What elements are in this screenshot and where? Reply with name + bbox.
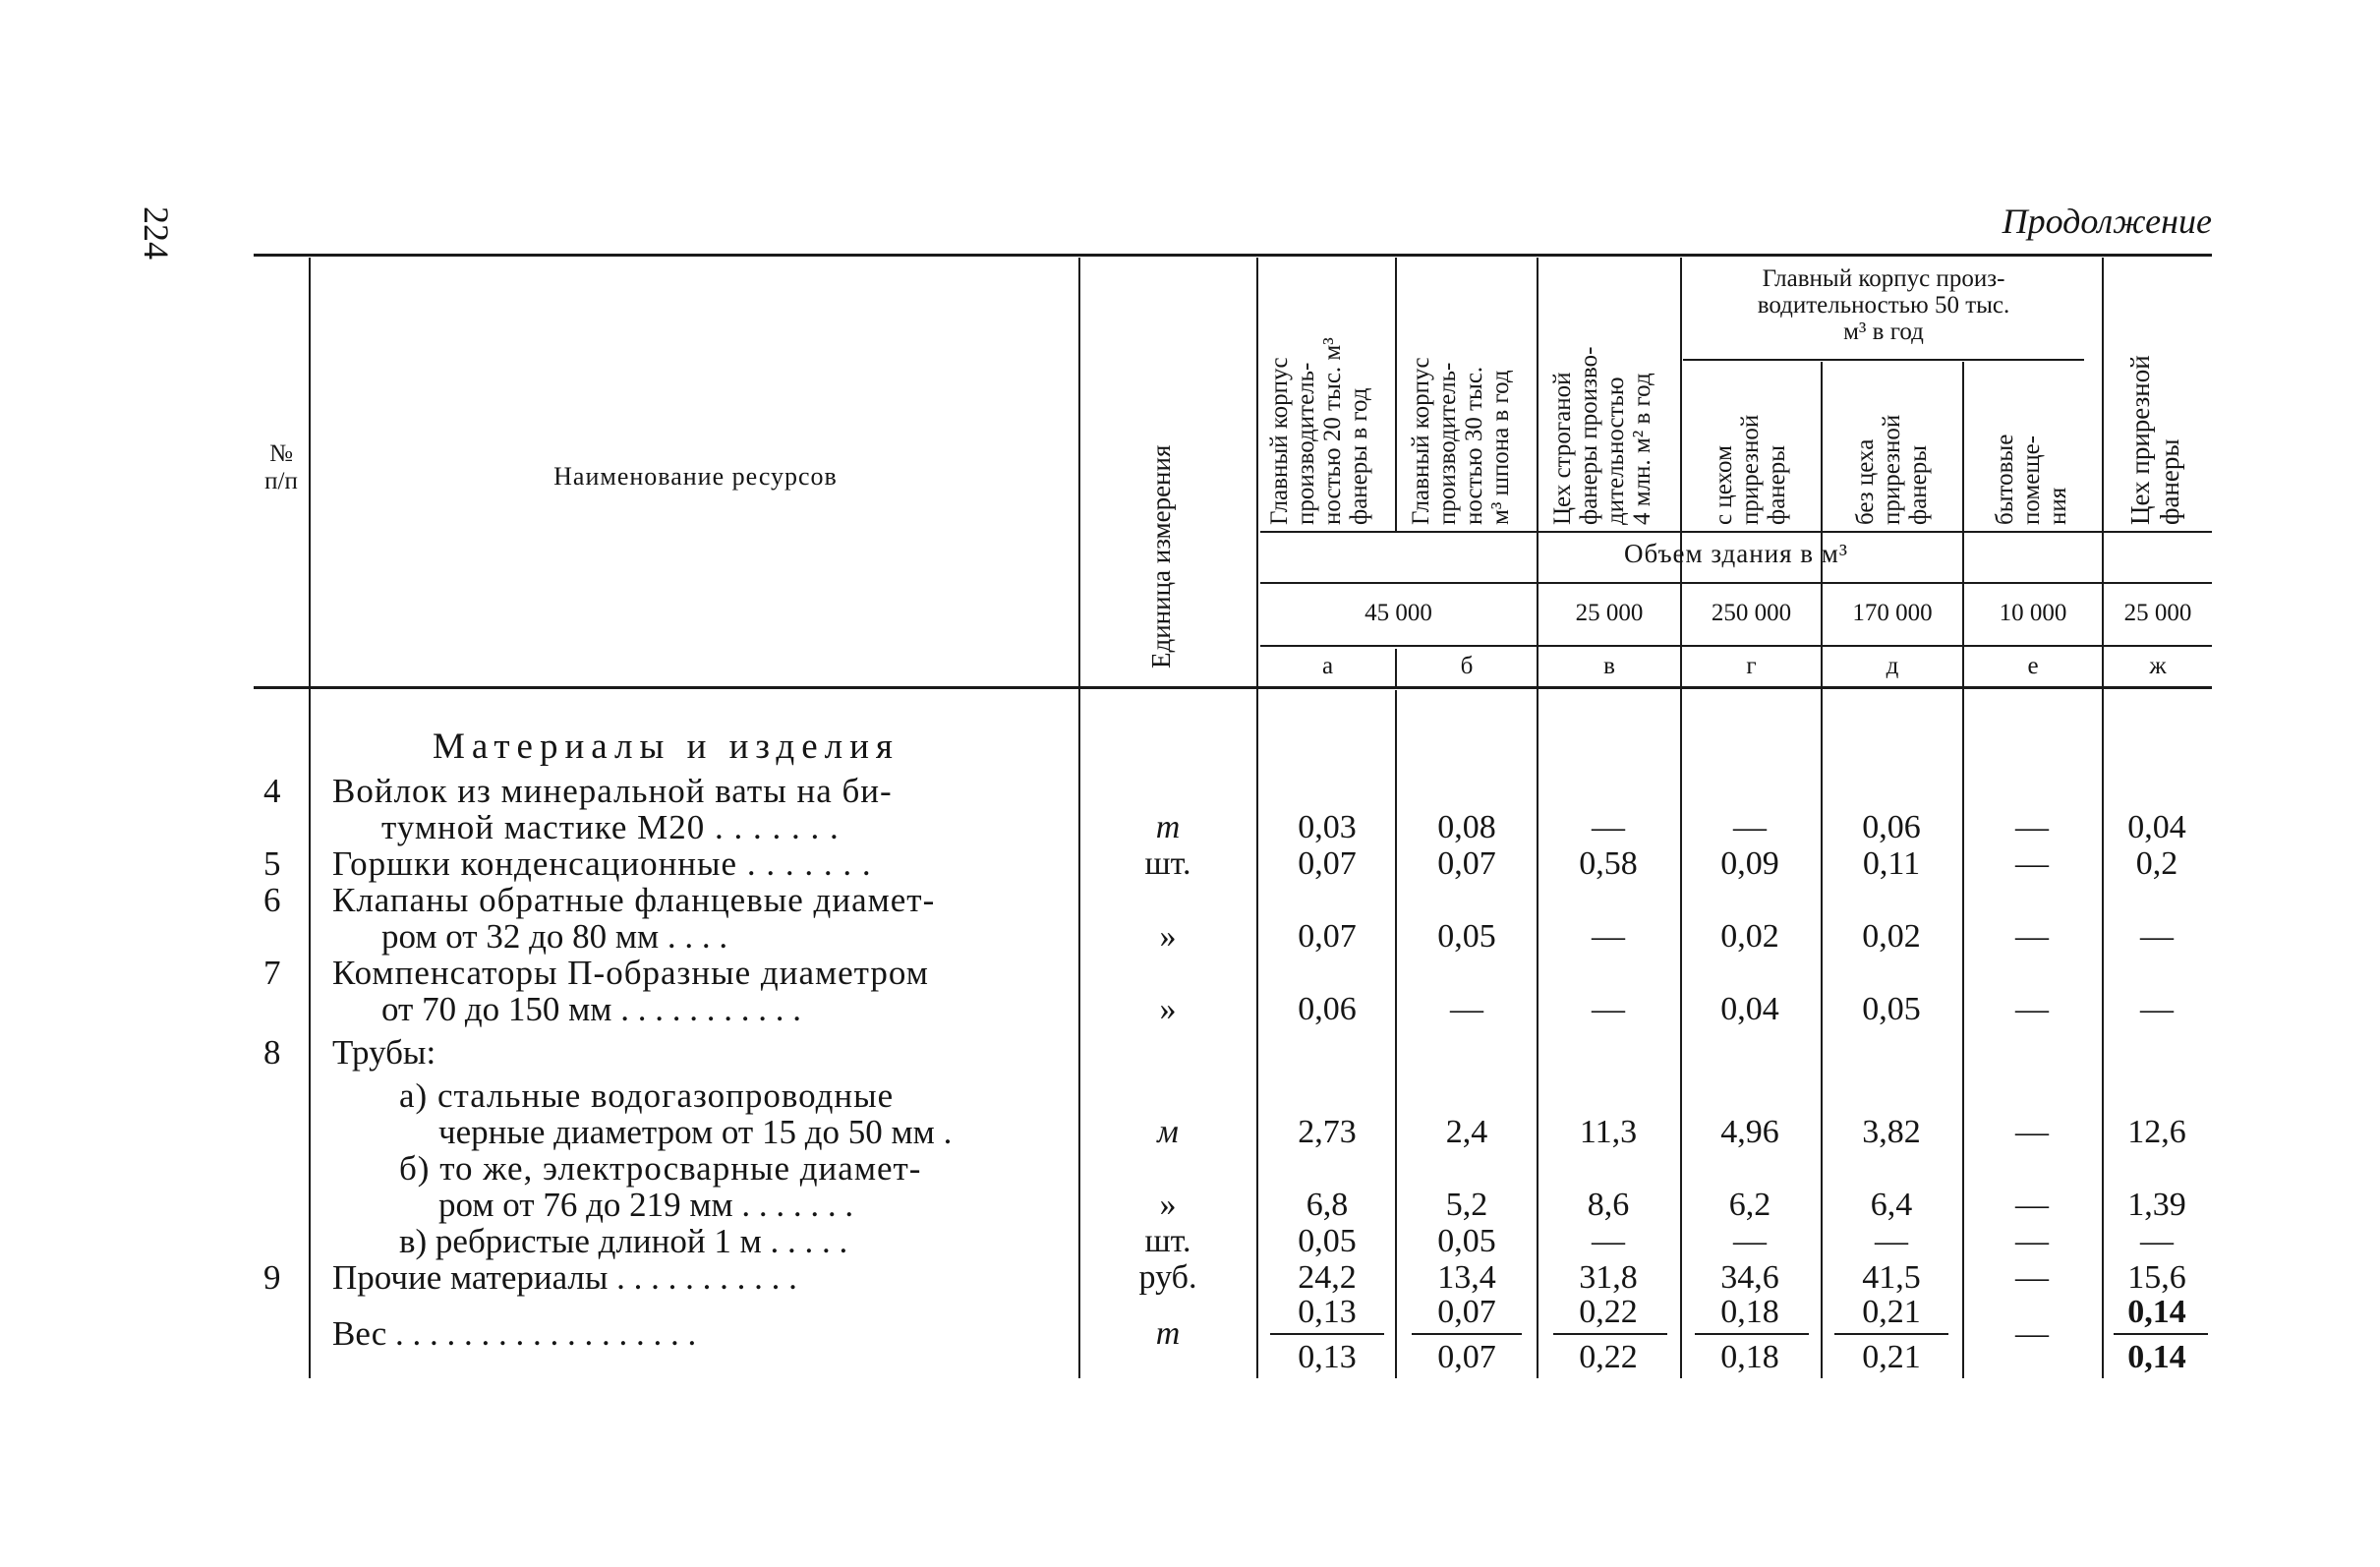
value-cell-zh: 1,39 (2127, 1187, 2186, 1223)
weight-top-zh: 0,14 (2127, 1294, 2186, 1330)
volume-ab: 45 000 (1364, 600, 1432, 626)
weight-rule-d (1834, 1333, 1948, 1335)
value-cell-g: 34,6 (1720, 1259, 1779, 1296)
value-cell-g: 0,04 (1720, 991, 1779, 1027)
row-7-no: 7 (263, 954, 281, 992)
value-cell-b: 5,2 (1445, 1187, 1488, 1223)
header-col-b: Главный корпус производитель- ностью 30 тыс. м³ шпона в год (1408, 357, 1514, 525)
value-cell-v: 31,8 (1579, 1259, 1638, 1296)
row-4-name-line1: Войлок из минеральной ваты на би- (332, 772, 893, 810)
value-cell-d: 0,06 (1862, 809, 1921, 845)
col-divider-a-b (1395, 258, 1397, 533)
value-cell-d: 6,4 (1870, 1187, 1913, 1223)
weight-bottom-v: 0,22 (1579, 1339, 1638, 1375)
weight-bottom-g: 0,18 (1720, 1339, 1779, 1375)
header-unit: Единица измерения (1146, 444, 1176, 668)
volume-mid-line (1260, 582, 2212, 584)
value-cell-e: — (2015, 1259, 2049, 1296)
value-cell-v: — (1592, 918, 1625, 955)
value-cell-g: 0,02 (1720, 918, 1779, 955)
value-cell-g: 0,09 (1720, 845, 1779, 882)
header-col-e: бытовые помеще- ния (1992, 434, 2071, 525)
volume-bottom-line (1260, 645, 2212, 647)
value-cell-d: 0,02 (1862, 918, 1921, 955)
letter-d: д (1886, 653, 1899, 679)
table-top-border (254, 254, 2212, 257)
row-6-name-line2: ром от 32 до 80 мм . . . . (381, 917, 728, 956)
value-cell-e: — (2015, 1187, 2049, 1223)
volume-e: 10 000 (1999, 600, 2067, 626)
volume-zh: 25 000 (2123, 600, 2192, 626)
row-8a-name-line1: а) стальные водогазопроводные (399, 1076, 895, 1115)
value-cell-g: — (1733, 1223, 1767, 1259)
col-divider-name (1078, 258, 1080, 1378)
row-5-no: 5 (263, 844, 281, 883)
value-cell-d: 0,11 (1862, 845, 1921, 882)
row-4-name-line2: тумной мастике М20 . . . . . . . (381, 808, 840, 846)
header-group-title (1683, 265, 2084, 345)
volume-top-line (1260, 531, 2212, 533)
value-cell-a: 0,05 (1298, 1223, 1357, 1259)
row-5-name: Горшки конденсационные . . . . . . . (332, 844, 872, 883)
weight-name: Вес . . . . . . . . . . . . . . . . . . (332, 1314, 697, 1353)
value-cell-zh: — (2140, 918, 2174, 955)
value-cell-g: 6,2 (1728, 1187, 1771, 1223)
weight-top-b: 0,07 (1437, 1294, 1496, 1330)
value-cell-e: — (2015, 845, 2049, 882)
header-name: Наименование ресурсов (553, 462, 838, 491)
weight-top-v: 0,22 (1579, 1294, 1638, 1330)
value-cell-zh: — (2140, 1223, 2174, 1259)
value-cell-zh: 0,2 (2135, 845, 2178, 882)
value-cell-e: — (2015, 809, 2049, 845)
group-title-line: водительностью 50 тыс. (1757, 292, 2010, 319)
value-cell-zh: — (2140, 991, 2174, 1027)
value-cell-v: 8,6 (1587, 1187, 1630, 1223)
col-divider-no (309, 258, 311, 1378)
value-cell-b: — (1450, 991, 1483, 1027)
header-col-g: с цехом прирезной фанеры (1711, 414, 1790, 525)
value-cell-b: 13,4 (1437, 1259, 1496, 1296)
value-cell-a: 6,8 (1306, 1187, 1349, 1223)
value-cell-e: — (2015, 918, 2049, 955)
weight-top-a: 0,13 (1298, 1294, 1357, 1330)
row-9-name: Прочие материалы . . . . . . . . . . . (332, 1258, 797, 1297)
value-cell-g: 4,96 (1720, 1114, 1779, 1150)
row-9-no: 9 (263, 1258, 281, 1297)
value-cell-v: — (1592, 991, 1625, 1027)
header-no: № п/п (264, 440, 298, 494)
value-cell-v: — (1592, 1223, 1625, 1259)
weight-bottom-a: 0,13 (1298, 1339, 1357, 1375)
weight-bottom-zh: 0,14 (2127, 1339, 2186, 1375)
page-number: 224 (137, 206, 176, 260)
letter-v: в (1603, 653, 1615, 679)
section-title: Материалы и изделия (433, 726, 900, 767)
header-bottom-border (254, 686, 2212, 689)
value-cell-b: 2,4 (1445, 1114, 1488, 1150)
row-8a-name-line2: черные диаметром от 15 до 50 мм . (438, 1113, 953, 1151)
row-8b-name-line1: б) то же, электросварные диамет- (399, 1149, 922, 1188)
value-cell-e: — (2015, 991, 2049, 1027)
value-cell-v: 11,3 (1579, 1114, 1638, 1150)
weight-top-g: 0,18 (1720, 1294, 1779, 1330)
row-8b-name-line2: ром от 76 до 219 мм . . . . . . . (438, 1186, 854, 1224)
value-cell-d: 0,05 (1862, 991, 1921, 1027)
value-cell-b: 0,05 (1437, 918, 1496, 955)
weight-rule-zh (2114, 1333, 2208, 1335)
volume-g: 250 000 (1711, 600, 1792, 626)
unit-row-8b: » (1159, 1187, 1177, 1223)
value-cell-zh: 15,6 (2127, 1259, 2186, 1296)
value-cell-b: 0,07 (1437, 845, 1496, 882)
row-6-name-line1: Клапаны обратные фланцевые диамет- (332, 881, 936, 919)
value-cell-zh: 12,6 (2127, 1114, 2186, 1150)
value-cell-a: 2,73 (1298, 1114, 1357, 1150)
value-cell-d: 3,82 (1862, 1114, 1921, 1150)
group-divider (1683, 359, 2084, 361)
row-8-name: Трубы: (332, 1033, 436, 1072)
row-8-no: 8 (263, 1033, 281, 1072)
unit-row-7: » (1159, 991, 1177, 1027)
row-6-no: 6 (263, 881, 281, 919)
weight-top-d: 0,21 (1862, 1294, 1921, 1330)
header-col-v: Цех строганой фанеры произво- дительностью 4 млн. м² в год (1549, 346, 1655, 525)
letter-g: г (1746, 653, 1757, 679)
value-cell-a: 0,06 (1298, 991, 1357, 1027)
weight-rule-g (1695, 1333, 1809, 1335)
unit-row-5: шт. (1144, 845, 1191, 882)
unit-row-8v: шт. (1144, 1223, 1191, 1259)
value-cell-d: — (1875, 1223, 1908, 1259)
row-4-no: 4 (263, 772, 281, 810)
value-cell-g: — (1733, 809, 1767, 845)
group-title-line: м³ в год (1843, 319, 1924, 345)
header-col-zh: Цех прирезной фанеры (2125, 355, 2184, 525)
row-8v-name: в) ребристые длиной 1 м . . . . . (399, 1222, 848, 1260)
header-col-d: без цеха прирезной фанеры (1852, 414, 1932, 525)
continuation-label: Продолжение (2002, 202, 2212, 241)
row-7-name-line1: Компенсаторы П-образные диаметром (332, 954, 929, 992)
col-divider-b-v (1537, 258, 1538, 1378)
unit-row-9: руб. (1138, 1259, 1197, 1296)
letter-b: б (1460, 653, 1474, 679)
weight-bottom-d: 0,21 (1862, 1339, 1921, 1375)
volume-v: 25 000 (1575, 600, 1644, 626)
header-col-a: Главный корпус производитель- ностью 20 тыс. м³ фанеры в год (1266, 337, 1372, 525)
value-cell-e: — (2015, 1114, 2049, 1150)
value-cell-zh: 0,04 (2127, 809, 2186, 845)
value-cell-a: 0,07 (1298, 918, 1357, 955)
volume-d: 170 000 (1852, 600, 1933, 626)
row-7-name-line2: от 70 до 150 мм . . . . . . . . . . . (381, 990, 801, 1028)
value-cell-d: 41,5 (1862, 1259, 1921, 1296)
weight-rule-a (1270, 1333, 1384, 1335)
value-cell-v: — (1592, 809, 1625, 845)
unit-row-8a: м (1157, 1114, 1179, 1150)
letter-a: а (1321, 653, 1334, 679)
weight-rule-v (1553, 1333, 1667, 1335)
unit-weight: т (1155, 1315, 1181, 1352)
weight-bottom-b: 0,07 (1437, 1339, 1496, 1375)
group-title-line: Главный корпус произ- (1762, 265, 2005, 292)
value-cell-a: 0,03 (1298, 809, 1357, 845)
weight-rule-b (1412, 1333, 1522, 1335)
letter-e: е (2027, 653, 2039, 679)
weight-top-e: — (2015, 1315, 2049, 1352)
volume-title: Объем здания в м³ (1624, 539, 1848, 568)
value-cell-a: 0,07 (1298, 845, 1357, 882)
value-cell-a: 24,2 (1298, 1259, 1357, 1296)
unit-row-4: т (1155, 809, 1181, 845)
value-cell-b: 0,08 (1437, 809, 1496, 845)
unit-row-6: » (1159, 918, 1177, 955)
value-cell-v: 0,58 (1579, 845, 1638, 882)
value-cell-b: 0,05 (1437, 1223, 1496, 1259)
value-cell-e: — (2015, 1223, 2049, 1259)
letter-zh: ж (2149, 653, 2167, 679)
